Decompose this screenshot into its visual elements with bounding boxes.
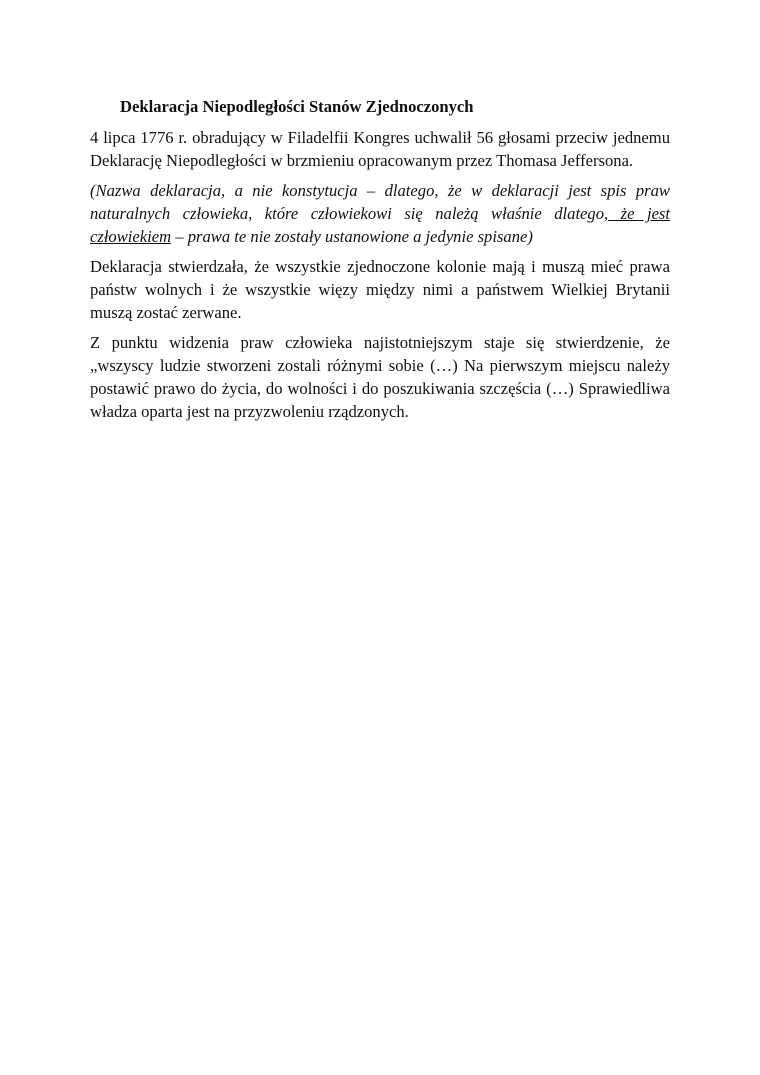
paragraph-nazwa-text-1: (Nazwa deklaracja, a nie konstytucja – dlatego, że w deklaracji jest spis praw naturalnych człowieka, które człowiekowi się należą właśnie dlatego xyxy=(90,181,670,223)
paragraph-nazwa-text-2: – prawa te nie zostały ustanowione a jedynie spisane) xyxy=(171,227,533,246)
paragraph-nazwa-underlined: , że jest człowiekiem xyxy=(90,204,671,246)
paragraph-prawa-czlowieka: Z punktu widzenia praw człowieka najistotniejszym staje się stwierdzenie, że „wszyscy ludzie stworzeni zostali różnymi sobie (…) Na pierwszym miejscu należy postawić prawo do życia, do wolności i do poszukiwania szczęścia (…) Sprawiedliwa władza oparta jest na przyzwoleniu rządzonych. xyxy=(90,333,670,421)
paragraph-kongres: 4 lipca 1776 r. obradujący w Filadelfii Kongres uchwalił 56 głosami przeciw jednemu Deklarację Niepodległości w brzmieniu opracowanym przez Thomasa Jeffersona. xyxy=(90,128,670,170)
paragraph-kolonie: Deklaracja stwierdzała, że wszystkie zjednoczone kolonie mają i muszą mieć prawa państw wolnych i że wszystkie więzy między nimi a państwem Wielkiej Brytanii muszą zostać zerwane. xyxy=(90,257,670,322)
paragraph-nazwa-deklaracja xyxy=(90,179,670,248)
document-page xyxy=(90,96,670,430)
document-title: Deklaracja Niepodległości Stanów Zjednoczonych xyxy=(120,97,474,116)
